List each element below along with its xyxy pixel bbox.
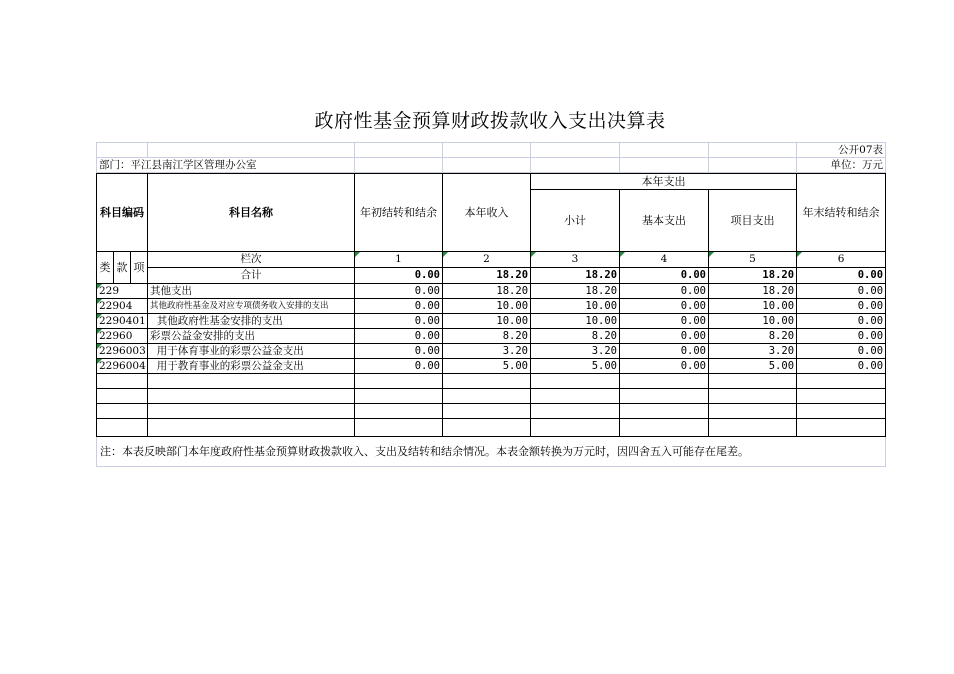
row-name: 彩票公益金安排的支出 <box>148 329 355 344</box>
row-value: 10.00 <box>443 314 531 329</box>
header-income: 本年收入 <box>443 174 531 252</box>
row-name: 其他支出 <box>148 284 355 299</box>
total-value: 0.00 <box>620 268 709 284</box>
row-value: 0.00 <box>797 344 886 359</box>
row-value: 18.20 <box>443 284 531 299</box>
row-value: 0.00 <box>620 284 709 299</box>
header-xiang: 项 <box>131 252 148 284</box>
row-name: 用于体育事业的彩票公益金支出 <box>148 344 355 359</box>
row-name: 用于教育事业的彩票公益金支出 <box>148 359 355 374</box>
row-value: 0.00 <box>355 284 443 299</box>
row-value: 0.00 <box>355 359 443 374</box>
row-code: 2296003 <box>97 344 148 359</box>
header-project-expense: 项目支出 <box>709 190 797 252</box>
row-value: 8.20 <box>443 329 531 344</box>
header-end-balance: 年末结转和结余 <box>797 174 886 252</box>
col-number: 1 <box>355 252 443 268</box>
unit-label: 单位：万元 <box>797 158 886 173</box>
report-table <box>96 142 885 467</box>
row-value: 0.00 <box>797 299 886 314</box>
row-value: 0.00 <box>355 299 443 314</box>
col-number: 6 <box>797 252 886 268</box>
header-kuan: 款 <box>114 252 131 284</box>
row-value: 5.00 <box>443 359 531 374</box>
row-value: 0.00 <box>620 359 709 374</box>
header-expense-group: 本年支出 <box>531 174 797 190</box>
row-code: 229 <box>97 284 148 299</box>
row-value: 10.00 <box>531 314 620 329</box>
table-row <box>97 284 886 299</box>
row-value: 10.00 <box>531 299 620 314</box>
row-value: 10.00 <box>709 314 797 329</box>
row-value: 18.20 <box>531 284 620 299</box>
header-code: 科目编码 <box>97 174 148 252</box>
row-code: 2296004 <box>97 359 148 374</box>
header-subtotal: 小计 <box>531 190 620 252</box>
row-value: 8.20 <box>709 329 797 344</box>
empty-row <box>97 389 886 404</box>
row-value: 10.00 <box>443 299 531 314</box>
row-value: 0.00 <box>620 299 709 314</box>
table-row <box>97 329 886 344</box>
department-label: 部门：平江县南江学区管理办公室 <box>97 158 355 173</box>
header-lei: 类 <box>97 252 114 284</box>
table-row <box>97 359 886 374</box>
row-name: 其他政府性基金及对应专项债务收入安排的支出 <box>148 299 355 314</box>
row-value: 18.20 <box>709 284 797 299</box>
row-value: 5.00 <box>709 359 797 374</box>
col-order-label: 栏次 <box>148 252 355 268</box>
row-value: 0.00 <box>797 329 886 344</box>
total-value: 0.00 <box>797 268 886 284</box>
row-value: 0.00 <box>797 314 886 329</box>
table-row <box>97 314 886 329</box>
footnote: 注：本表反映部门本年度政府性基金预算财政拨款收入、支出及结转和结余情况。本表金额转换为万元时，因四舍五入可能存在尾差。 <box>97 437 886 467</box>
col-number: 2 <box>443 252 531 268</box>
row-value: 5.00 <box>531 359 620 374</box>
total-value: 18.20 <box>443 268 531 284</box>
table-row <box>97 344 886 359</box>
row-code: 22904 <box>97 299 148 314</box>
row-code: 2290401 <box>97 314 148 329</box>
total-value: 0.00 <box>355 268 443 284</box>
total-value: 18.20 <box>709 268 797 284</box>
total-label: 合计 <box>148 268 355 284</box>
row-name: 其他政府性基金安排的支出 <box>148 314 355 329</box>
row-value: 0.00 <box>355 329 443 344</box>
row-code: 22960 <box>97 329 148 344</box>
row-value: 0.00 <box>797 359 886 374</box>
header-begin-balance: 年初结转和结余 <box>355 174 443 252</box>
row-value: 0.00 <box>620 344 709 359</box>
row-value: 0.00 <box>620 314 709 329</box>
row-value: 3.20 <box>531 344 620 359</box>
row-value: 0.00 <box>355 344 443 359</box>
row-value: 8.20 <box>531 329 620 344</box>
row-value: 0.00 <box>355 314 443 329</box>
header-basic-expense: 基本支出 <box>620 190 709 252</box>
empty-row <box>97 404 886 419</box>
total-value: 18.20 <box>531 268 620 284</box>
header-name: 科目名称 <box>148 174 355 252</box>
row-value: 3.20 <box>443 344 531 359</box>
col-number: 3 <box>531 252 620 268</box>
empty-row <box>97 419 886 437</box>
row-value: 3.20 <box>709 344 797 359</box>
row-value: 0.00 <box>797 284 886 299</box>
empty-row <box>97 374 886 389</box>
row-value: 10.00 <box>709 299 797 314</box>
page-title: 政府性基金预算财政拨款收入支出决算表 <box>314 110 666 132</box>
table-row <box>97 299 886 314</box>
row-value: 0.00 <box>620 329 709 344</box>
col-number: 5 <box>709 252 797 268</box>
form-number: 公开07表 <box>797 143 886 158</box>
col-number: 4 <box>620 252 709 268</box>
